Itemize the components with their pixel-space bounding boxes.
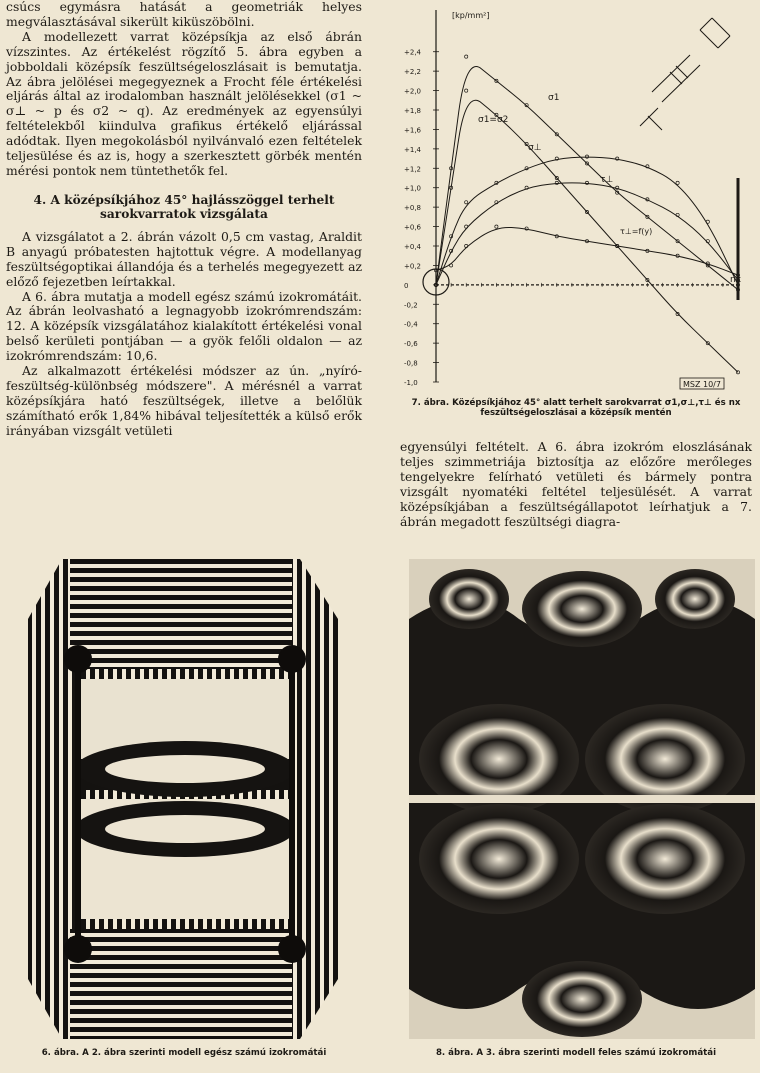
y-tick-label: +0,4 bbox=[404, 243, 421, 251]
isochromatic-fringe-image-6 bbox=[0, 559, 362, 1039]
paragraph: csúcs egymásra hatását a geometriák helyes megválasztásával sikerült kiküszöbölni. bbox=[6, 0, 362, 29]
series-line bbox=[436, 227, 738, 275]
curve-label: τ⊥=f(y) bbox=[620, 227, 653, 236]
curve-label: σ1=σ2 bbox=[478, 115, 509, 125]
data-point bbox=[495, 225, 498, 228]
section-heading bbox=[6, 193, 362, 222]
y-tick-label: -0,4 bbox=[404, 320, 418, 329]
section-heading-line: sarokvarratok vizsgálata bbox=[100, 207, 268, 222]
data-point bbox=[465, 201, 468, 204]
y-tick-label: +1,2 bbox=[404, 165, 421, 174]
y-tick-label: -0,2 bbox=[404, 301, 418, 310]
section-heading-line: 4. A középsíkjához 45° hajlásszöggel terhelt bbox=[33, 192, 335, 207]
y-tick-label: +2,2 bbox=[404, 68, 421, 77]
data-point bbox=[465, 225, 468, 228]
figure-7-caption: 7. ábra. Középsíkjához 45° alatt terhelt sarokvarrat σ1,σ⊥,τ⊥ és nx feszültségeloszlásai a középsík mentén bbox=[411, 398, 741, 418]
y-tick-label: +0,8 bbox=[404, 204, 421, 213]
data-point bbox=[450, 264, 453, 267]
data-point bbox=[676, 181, 679, 184]
curve-label: τ⊥ bbox=[600, 175, 614, 185]
weld-sketch-icon bbox=[640, 18, 730, 130]
stress-distribution-chart bbox=[400, 0, 752, 392]
y-tick-label: 0 bbox=[404, 281, 409, 290]
right-text-column bbox=[400, 440, 752, 529]
y-unit-label: [kp/mm²] bbox=[452, 11, 490, 20]
curve-label: σ1 bbox=[548, 93, 560, 103]
y-tick-label: +1,6 bbox=[404, 126, 421, 135]
figure-6-caption: 6. ábra. A 2. ábra szerinti modell egész számú izokromátái bbox=[41, 1048, 327, 1058]
data-point bbox=[585, 181, 588, 184]
figure-8-isochromatic-photo bbox=[409, 559, 755, 1039]
left-text-column bbox=[6, 0, 362, 439]
curve-label: nx bbox=[730, 275, 742, 285]
paragraph: egyensúlyi feltételt. A 6. ábra izokróm eloszlásának teljes szimmetriája biztosítja az előzőre merőleges tengelyekre felírható vetületi és bármely pontra vizsgált nyomatéki feltétel teljesülését. A varrat középsíkjában a feszültségállapotot leírhatjuk a 7. ábrán megadott feszültségi diagra- bbox=[400, 439, 752, 529]
figure-8-caption: 8. ábra. A 3. ábra szerinti modell feles számú izokromátái bbox=[435, 1048, 717, 1058]
y-tick-label: +1,8 bbox=[404, 107, 421, 115]
y-tick-label: -0,6 bbox=[404, 340, 418, 349]
data-point bbox=[555, 181, 558, 184]
isochromatic-fringe-image-8 bbox=[409, 559, 755, 1039]
data-point bbox=[706, 220, 709, 223]
series-line bbox=[436, 183, 738, 285]
stamp-label: MSZ 10/7 bbox=[683, 380, 721, 389]
figure-6-isochromatic-photo bbox=[0, 559, 362, 1039]
paragraph: A vizsgálatot a 2. ábrán vázolt 0,5 cm vastag, Araldit B anyagú próbatesten hajtottuk végre. A modellanyag feszültségoptikai állandója és a terhelés megegyezett az előző fejezetben leírtakkal. bbox=[6, 228, 362, 289]
y-tick-label: +1,4 bbox=[404, 145, 421, 154]
paragraph: Az alkalmazott értékelési módszer az ún. „nyíró-feszültség-különbség módszere". A mérésnél a varrat középsíkjára ható feszültségek, illetve a belőlük számítható erők 1,84% hibával teljesítették a külső erők irányában vizsgált vetületi bbox=[6, 363, 362, 438]
data-point bbox=[465, 89, 468, 92]
series-line bbox=[436, 67, 738, 290]
paragraph: A 6. ábra mutatja a modell egész számú izokromátáit. Az ábrán leolvasható a legnagyobb izokrómrendszám: 12. A középsík vizsgálatához kialakított értékelési vonal belső kerületi pontjában — a gyök felőli oldalon — az izokrómrendszám: 10,6. bbox=[6, 288, 362, 364]
paragraph: A modellezett varrat középsíkja az első ábrán vízszintes. Az értékelést rögzítő 5. ábra egyben a jobboldali középsík feszültségeloszlásait is bemutatja. Az ábra jelölései megegyeznek a Frocht féle értékelési eljárás által az irodalomban használt jelölésekkel (σ1 ~ σ⊥ ~ p és σ2 ~ q). Az eredmények az egyensúlyi feltételekből kiindulva grafikus értékelő eljárással adódtak. Ilyen megokolásból nyilvánvaló ezen feltételek teljesülése és az is, hogy a szerkesztett görbék mentén mérési pontok nem tüntethetők fel. bbox=[6, 28, 362, 178]
y-tick-label: +0,2 bbox=[404, 262, 421, 271]
data-point bbox=[465, 55, 468, 58]
y-tick-label: -1,0 bbox=[404, 379, 418, 387]
y-tick-label: +0,6 bbox=[404, 223, 421, 232]
y-tick-label: +2,0 bbox=[404, 87, 421, 96]
curve-label: σ⊥ bbox=[528, 143, 542, 153]
chart-axes bbox=[436, 10, 738, 382]
series-line bbox=[436, 157, 738, 285]
chart-ticks bbox=[404, 49, 738, 387]
y-tick-label: -0,8 bbox=[404, 359, 418, 368]
chart-curves bbox=[434, 55, 739, 374]
y-tick-label: +2,4 bbox=[404, 48, 421, 57]
y-tick-label: +1,0 bbox=[404, 184, 421, 193]
